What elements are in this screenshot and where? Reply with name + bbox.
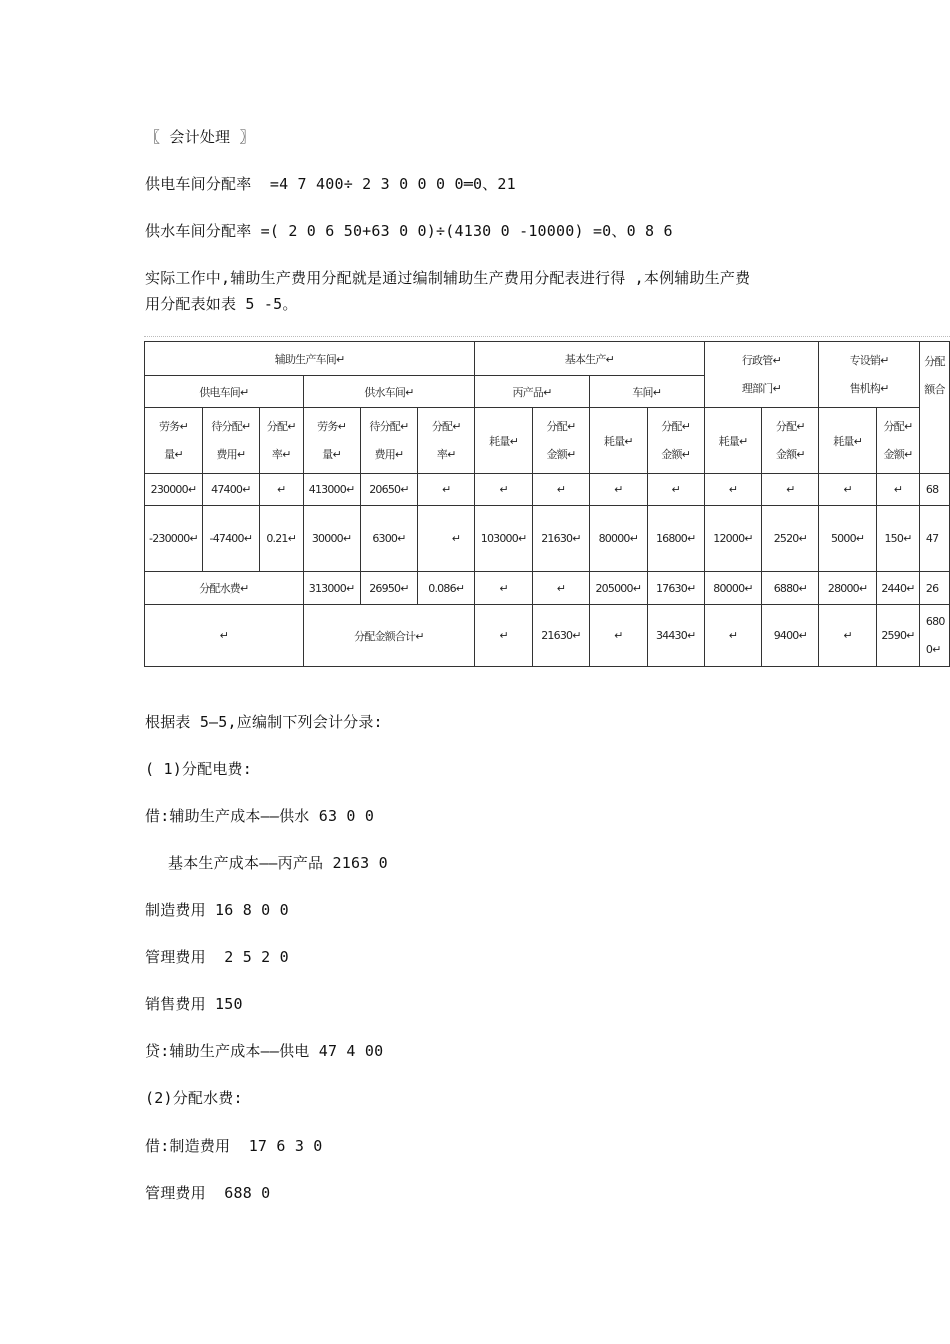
table-header-row-3 (145, 408, 950, 474)
table-cell: ↵ (647, 474, 704, 506)
entry1-sales: 销售费用 150 (145, 995, 243, 1013)
water-rate-line: 供水车间分配率 =( 2 0 6 50+63 0 0)÷(4130 0 -10000) =0、0 8 6 (145, 222, 673, 240)
table-cell: ↵ (704, 474, 762, 506)
table-cell: ↵ (877, 474, 920, 506)
header-power-workshop: 供电车间↵ (145, 376, 304, 408)
table-cell: ↵ (418, 474, 475, 506)
row-label-water-fee: 分配水费↵ (145, 572, 304, 605)
table-cell: 205000↵ (589, 572, 647, 605)
col-usage-workshop: 耗量↵ (589, 408, 647, 474)
table-cell: 12000↵ (704, 506, 762, 572)
table-row-allocation-sum (145, 605, 950, 667)
table-cell: ↵ (589, 474, 647, 506)
entry1-admin: 管理费用 2 5 2 0 (145, 948, 289, 966)
entry1-basic-production: 基本生产成本——丙产品 2163 0 (168, 854, 388, 872)
table-cell: ↵ (475, 474, 533, 506)
header-product-c: 丙产品↵ (475, 376, 590, 408)
table-cell: -230000↵ (145, 506, 203, 572)
table-cell: ↵ (475, 572, 533, 605)
header-admin-dept: 行政管↵ 理部门↵ (704, 342, 819, 408)
col-rate-power: 分配↵ 率↵ (259, 408, 303, 474)
table-cell: 0.086↵ (418, 572, 475, 605)
col-amount-workshop: 分配↵ 金额↵ (647, 408, 704, 474)
table-cell: 17630↵ (647, 572, 704, 605)
table-row-water-allocation (145, 572, 950, 605)
table-cell: -47400↵ (202, 506, 259, 572)
table-cell: 413000↵ (303, 474, 360, 506)
entry1-manufacturing: 制造费用 16 8 0 0 (145, 901, 289, 919)
table-row-totals (145, 474, 950, 506)
col-rate-water: 分配↵ 率↵ (418, 408, 475, 474)
table-cell: 16800↵ (647, 506, 704, 572)
table-cell: 2590↵ (877, 605, 920, 667)
col-pending-power: 待分配↵ 费用↵ (202, 408, 259, 474)
table-cell: ↵ (819, 474, 877, 506)
entry2-admin: 管理费用 688 0 (145, 1184, 271, 1202)
row-label-allocation-sum: 分配金额合计↵ (303, 605, 475, 667)
table-cell: ↵ (533, 572, 590, 605)
table-cell: 230000↵ (145, 474, 203, 506)
table-cell: ↵ (418, 506, 475, 572)
table-cell: 68 (919, 474, 949, 506)
table-cell: 313000↵ (303, 572, 360, 605)
header-total: 分配 额合 (919, 342, 949, 474)
col-usage-sales: 耗量↵ (819, 408, 877, 474)
section-heading: 〖 会计处理 〗 (145, 128, 255, 146)
col-labor-water: 劳务↵ 量↵ (303, 408, 360, 474)
table-cell: 47400↵ (202, 474, 259, 506)
table-cell: ↵ (819, 605, 877, 667)
table-cell: 0.21↵ (259, 506, 303, 572)
paragraph-line-1: 实际工作中,辅助生产费用分配就是通过编制辅助生产费用分配表进行得 ,本例辅助生产费 (145, 269, 751, 287)
table-cell: 2440↵ (877, 572, 920, 605)
col-usage-admin: 耗量↵ (704, 408, 762, 474)
entry1-title: ( 1)分配电费: (145, 760, 252, 778)
col-labor-power: 劳务↵ 量↵ (145, 408, 203, 474)
entry1-credit: 贷:辅助生产成本——供电 47 4 00 (145, 1042, 384, 1060)
col-pending-water: 待分配↵ 费用↵ (360, 408, 418, 474)
header-workshop: 车间↵ (589, 376, 704, 408)
table-cell: 680 0↵ (919, 605, 949, 667)
table-cell: 21630↵ (533, 506, 590, 572)
table-cell: 9400↵ (762, 605, 819, 667)
table-cell: 6880↵ (762, 572, 819, 605)
table-cell: 80000↵ (704, 572, 762, 605)
table-cell: 2520↵ (762, 506, 819, 572)
entry2-title: (2)分配水费: (145, 1089, 243, 1107)
paragraph-line-2: 用分配表如表 5 -5。 (145, 295, 298, 313)
table-row-electric-allocation (145, 506, 950, 572)
allocation-table (144, 341, 950, 667)
table-cell: 26 (919, 572, 949, 605)
header-water-workshop: 供水车间↵ (303, 376, 475, 408)
table-cell: ↵ (589, 605, 647, 667)
table-cell: 5000↵ (819, 506, 877, 572)
after-table-line: 根据表 5—5,应编制下列会计分录: (145, 713, 383, 731)
entry1-debit: 借:辅助生产成本——供水 63 0 0 (145, 807, 375, 825)
table-cell: ↵ (533, 474, 590, 506)
table-header-row-1 (145, 342, 950, 376)
col-amount-product: 分配↵ 金额↵ (533, 408, 590, 474)
table-frame-guide (144, 336, 950, 338)
table-cell: 80000↵ (589, 506, 647, 572)
table-cell: 28000↵ (819, 572, 877, 605)
table-cell: 6300↵ (360, 506, 418, 572)
table-cell: 21630↵ (533, 605, 590, 667)
table-cell: ↵ (475, 605, 533, 667)
table-cell: 30000↵ (303, 506, 360, 572)
electric-rate-line: 供电车间分配率 =4 7 400÷ 2 3 0 0 0 0═0、21 (145, 175, 516, 193)
header-sales-dept: 专设销↵ 售机构↵ (819, 342, 920, 408)
header-basic-production: 基本生产↵ (475, 342, 704, 376)
col-usage-product: 耗量↵ (475, 408, 533, 474)
col-amount-sales: 分配↵ 金额↵ (877, 408, 920, 474)
allocation-table-container (144, 341, 950, 668)
table-cell: 150↵ (877, 506, 920, 572)
table-cell: 26950↵ (360, 572, 418, 605)
row-blank-cell: ↵ (145, 605, 304, 667)
table-cell: ↵ (259, 474, 303, 506)
table-cell: ↵ (704, 605, 762, 667)
table-cell: 47 (919, 506, 949, 572)
header-aux-production: 辅助生产车间↵ (145, 342, 475, 376)
col-amount-admin: 分配↵ 金额↵ (762, 408, 819, 474)
table-cell: 34430↵ (647, 605, 704, 667)
table-cell: ↵ (762, 474, 819, 506)
entry2-debit: 借:制造费用 17 6 3 0 (145, 1137, 323, 1155)
table-cell: 103000↵ (475, 506, 533, 572)
table-cell: 20650↵ (360, 474, 418, 506)
